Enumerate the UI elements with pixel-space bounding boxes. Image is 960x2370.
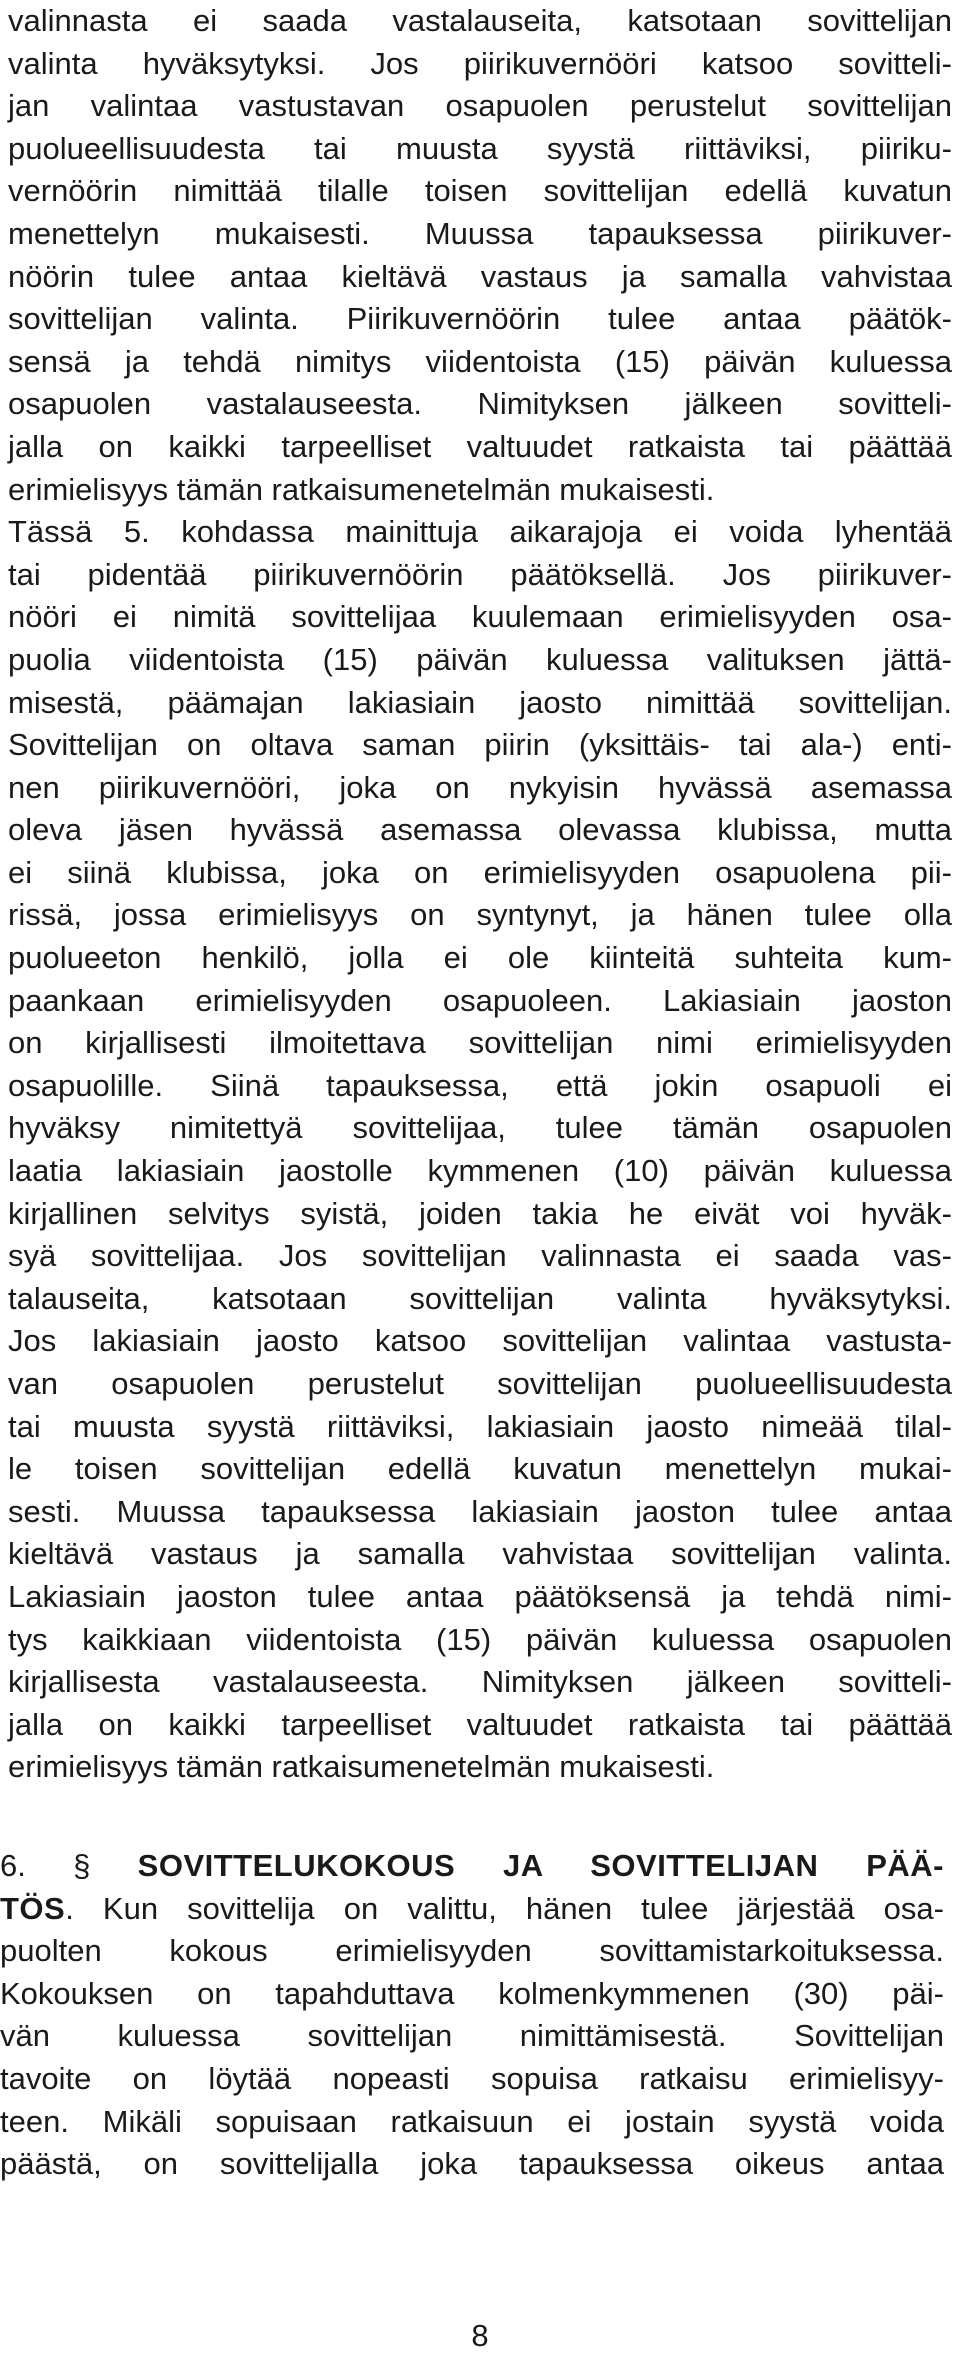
body-line: kirjallinen selvitys syistä, joiden takia he eivät voi hyväk-: [8, 1195, 952, 1231]
section-line: puolten kokous erimielisyyden sovittamistarkoituksessa.: [0, 1933, 944, 1969]
body-line: hyväksy nimitettyä sovittelijaa, tulee tämän osapuolen: [8, 1110, 952, 1146]
body-line: Jos lakiasiain jaosto katsoo sovittelijan valintaa vastusta-: [8, 1323, 952, 1359]
body-line: laatia lakiasiain jaostolle kymmenen (10) päivän kuluessa: [8, 1153, 952, 1189]
body-line: sensä ja tehdä nimitys viidentoista (15) päivän kuluessa: [8, 343, 952, 379]
section-6: [0, 1845, 944, 2186]
body-line: talauseita, katsotaan sovittelijan valinta hyväksytyksi.: [8, 1280, 952, 1316]
section-6-text: [0, 1845, 944, 2186]
body-line: misestä, päämajan lakiasiain jaosto nimittää sovittelijan.: [8, 684, 952, 720]
body-line: tys kaikkiaan viidentoista (15) päivän kuluessa osapuolen: [8, 1621, 952, 1657]
body-line: nöörin tulee antaa kieltävä vastaus ja samalla vahvistaa: [8, 258, 952, 294]
body-line: on kirjallisesti ilmoitettava sovittelijan nimi erimielisyyden: [8, 1025, 952, 1061]
section-symbol: §: [73, 1848, 91, 1883]
body-line: sesti. Muussa tapauksessa lakiasiain jaoston tulee antaa: [8, 1493, 952, 1529]
body-line: sovittelijan valinta. Piirikuvernöörin tulee antaa päätök-: [8, 301, 952, 337]
body-line: osapuolille. Siinä tapauksessa, että jokin osapuoli ei: [8, 1067, 952, 1103]
body-line: ei siinä klubissa, joka on erimielisyyden osapuolena pii-: [8, 854, 952, 890]
body-paragraph: [8, 0, 952, 1789]
body-line: erimielisyys tämän ratkaisumenetelmän mukaisesti.: [8, 471, 715, 507]
body-line: valinnasta ei saada vastalauseita, katsotaan sovittelijan: [8, 3, 952, 38]
body-line: nööri ei nimitä sovittelijaa kuulemaan erimielisyyden osa-: [8, 599, 952, 635]
section-title-part1: SOVITTELUKOKOUS JA SOVITTELIJAN PÄÄ-: [137, 1848, 944, 1883]
body-line: le toisen sovittelijan edellä kuvatun menettelyn mukai-: [8, 1451, 952, 1487]
body-line: puolueeton henkilö, jolla ei ole kiinteitä suhteita kum-: [8, 940, 952, 976]
section-title-part2: TÖS: [0, 1890, 66, 1926]
body-line: Tässä 5. kohdassa mainittuja aikarajoja ei voida lyhentää: [8, 514, 952, 550]
body-line: kieltävä vastaus ja samalla vahvistaa sovittelijan valinta.: [8, 1536, 952, 1572]
body-line: kirjallisesta vastalauseesta. Nimityksen jälkeen sovitteli-: [8, 1664, 952, 1700]
body-line: puolueellisuudesta tai muusta syystä riittäviksi, piiriku-: [8, 130, 952, 166]
body-line: tai muusta syystä riittäviksi, lakiasiain jaosto nimeää tilal-: [8, 1408, 952, 1444]
section-line: vän kuluessa sovittelijan nimittämisestä. Sovittelijan: [0, 2018, 944, 2054]
body-line: erimielisyys tämän ratkaisumenetelmän mukaisesti.: [8, 1749, 715, 1785]
body-line: nen piirikuvernööri, joka on nykyisin hyvässä asemassa: [8, 769, 952, 805]
page-number: 8: [471, 2318, 489, 2353]
section-line: päästä, on sovittelijalla joka tapauksessa oikeus antaa: [0, 2146, 944, 2182]
body-line: valinta hyväksytyksi. Jos piirikuvernööri katsoo sovitteli-: [8, 45, 952, 81]
section-line: teen. Mikäli sopuisaan ratkaisuun ei jostain syystä voida: [0, 2103, 944, 2139]
body-line: menettelyn mukaisesti. Muussa tapauksessa piirikuver-: [8, 215, 952, 251]
body-line: Lakiasiain jaoston tulee antaa päätöksensä ja tehdä nimi-: [8, 1578, 952, 1614]
body-line: oleva jäsen hyvässä asemassa olevassa klubissa, mutta: [8, 812, 952, 848]
body-line: jalla on kaikki tarpeelliset valtuudet ratkaista tai päättää: [8, 1706, 952, 1742]
section-number: 6.: [0, 1848, 26, 1883]
section-heading-line-2: [0, 1888, 944, 1931]
body-line: paankaan erimielisyyden osapuoleen. Lakiasiain jaoston: [8, 982, 952, 1018]
body-line: jalla on kaikki tarpeelliset valtuudet ratkaista tai päättää: [8, 428, 952, 464]
section-line: tavoite on löytää nopeasti sopuisa ratkaisu erimielisyy-: [0, 2060, 944, 2096]
body-line: Sovittelijan on oltava saman piirin (yksittäis- tai ala-) enti-: [8, 727, 952, 763]
body-line: vernöörin nimittää tilalle toisen sovittelijan edellä kuvatun: [8, 173, 952, 209]
section-line: Kokouksen on tapahduttava kolmenkymmenen (30) päi-: [0, 1975, 944, 2011]
section-first-line-rest: Kun sovittelija on valittu, hänen tulee järjestää osa-: [73, 1890, 944, 1926]
section-title-end: .: [65, 1890, 74, 1926]
body-line: puolia viidentoista (15) päivän kuluessa valituksen jättä-: [8, 641, 952, 677]
section-heading-line: [0, 1845, 944, 1888]
body-line: tai pidentää piirikuvernöörin päätöksellä. Jos piirikuver-: [8, 556, 952, 592]
body-line: syä sovittelijaa. Jos sovittelijan valinnasta ei saada vas-: [8, 1238, 952, 1274]
body-line: osapuolen vastalauseesta. Nimityksen jälkeen sovitteli-: [8, 386, 952, 422]
body-line: jan valintaa vastustavan osapuolen perustelut sovittelijan: [8, 88, 952, 124]
document-page: [8, 0, 952, 1789]
body-line: rissä, jossa erimielisyys on syntynyt, ja hänen tulee olla: [8, 897, 952, 933]
body-line: van osapuolen perustelut sovittelijan puolueellisuudesta: [8, 1366, 952, 1401]
